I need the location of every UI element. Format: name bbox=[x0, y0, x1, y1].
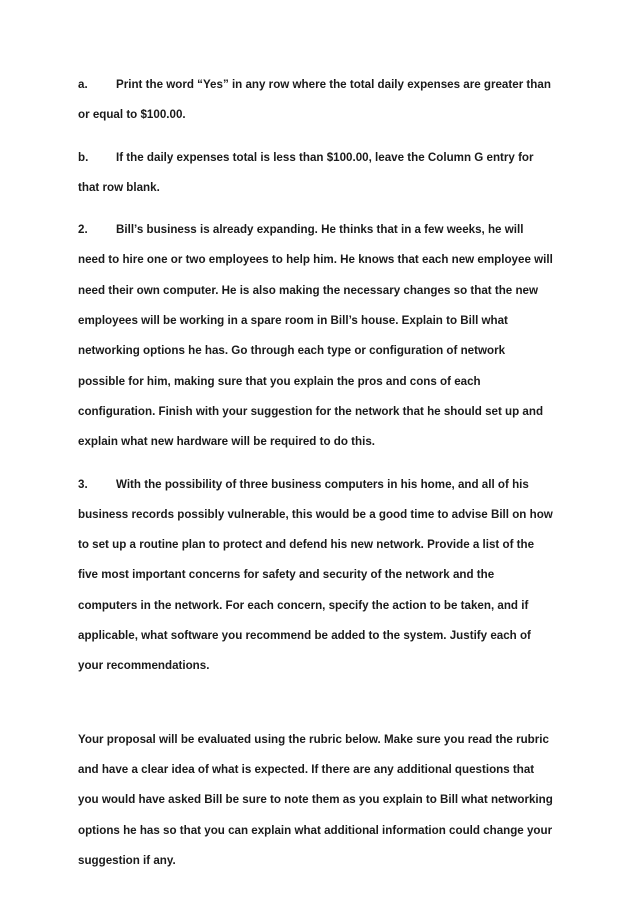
paragraph-line: your recommendations. bbox=[78, 659, 210, 673]
paragraph-line: and have a clear idea of what is expected. If there are any additional questions that bbox=[78, 762, 535, 776]
paragraph-line bbox=[78, 143, 568, 173]
list-marker: b. bbox=[78, 150, 89, 164]
paragraph-line: explain what new hardware will be required to do this. bbox=[78, 435, 375, 449]
paragraph-line: need to hire one or two employees to help him. He knows that each new employee will bbox=[78, 253, 553, 267]
paragraph-line bbox=[78, 470, 568, 500]
paragraph-line: employees will be working in a spare room in Bill’s house. Explain to Bill what bbox=[78, 314, 508, 328]
paragraph-line bbox=[78, 70, 568, 100]
proposal-paragraph bbox=[78, 725, 568, 876]
paragraph-line: configuration. Finish with your suggestion for the network that he should set up and bbox=[78, 404, 544, 418]
line-text: Print the word “Yes” in any row where the total daily expenses are greater than bbox=[116, 78, 551, 91]
blank-spacer bbox=[78, 694, 568, 725]
list-marker: 3. bbox=[78, 477, 88, 491]
list-item-b bbox=[78, 143, 568, 204]
list-item-2 bbox=[78, 215, 568, 457]
paragraph-line: that row blank. bbox=[78, 180, 160, 194]
list-marker: 2. bbox=[78, 223, 88, 237]
paragraph-line: Your proposal will be evaluated using the rubric below. Make sure you read the rubric bbox=[78, 732, 549, 746]
paragraph-line: you would have asked Bill be sure to note them as you explain to Bill what networking bbox=[78, 793, 553, 807]
paragraph-line bbox=[78, 215, 568, 245]
paragraph-line: networking options he has. Go through each type or configuration of network bbox=[78, 344, 506, 358]
line-text: With the possibility of three business computers in his home, and all of his bbox=[116, 477, 529, 491]
paragraph-line: possible for him, making sure that you explain the pros and cons of each bbox=[78, 374, 481, 388]
paragraph-line: business records possibly vulnerable, this would be a good time to advise Bill on how bbox=[78, 507, 553, 521]
list-marker: a. bbox=[78, 78, 88, 91]
list-item-3 bbox=[78, 470, 568, 682]
paragraph-line: computers in the network. For each concern, specify the action to be taken, and if bbox=[78, 598, 529, 612]
paragraph-line: five most important concerns for safety and security of the network and the bbox=[78, 568, 495, 582]
document-body bbox=[78, 70, 568, 888]
list-item-a bbox=[78, 70, 568, 131]
paragraph-line: need their own computer. He is also making the necessary changes so that the new bbox=[78, 283, 539, 297]
line-text: Bill’s business is already expanding. He thinks that in a few weeks, he will bbox=[116, 223, 524, 237]
paragraph-line: suggestion if any. bbox=[78, 853, 176, 867]
line-text: If the daily expenses total is less than $100.00, leave the Column G entry for bbox=[116, 150, 534, 164]
paragraph-line: options he has so that you can explain what additional information could change your bbox=[78, 823, 553, 837]
paragraph-line: to set up a routine plan to protect and defend his new network. Provide a list of the bbox=[78, 538, 535, 552]
paragraph-line: applicable, what software you recommend be added to the system. Justify each of bbox=[78, 629, 531, 643]
paragraph-line: or equal to $100.00. bbox=[78, 108, 186, 122]
